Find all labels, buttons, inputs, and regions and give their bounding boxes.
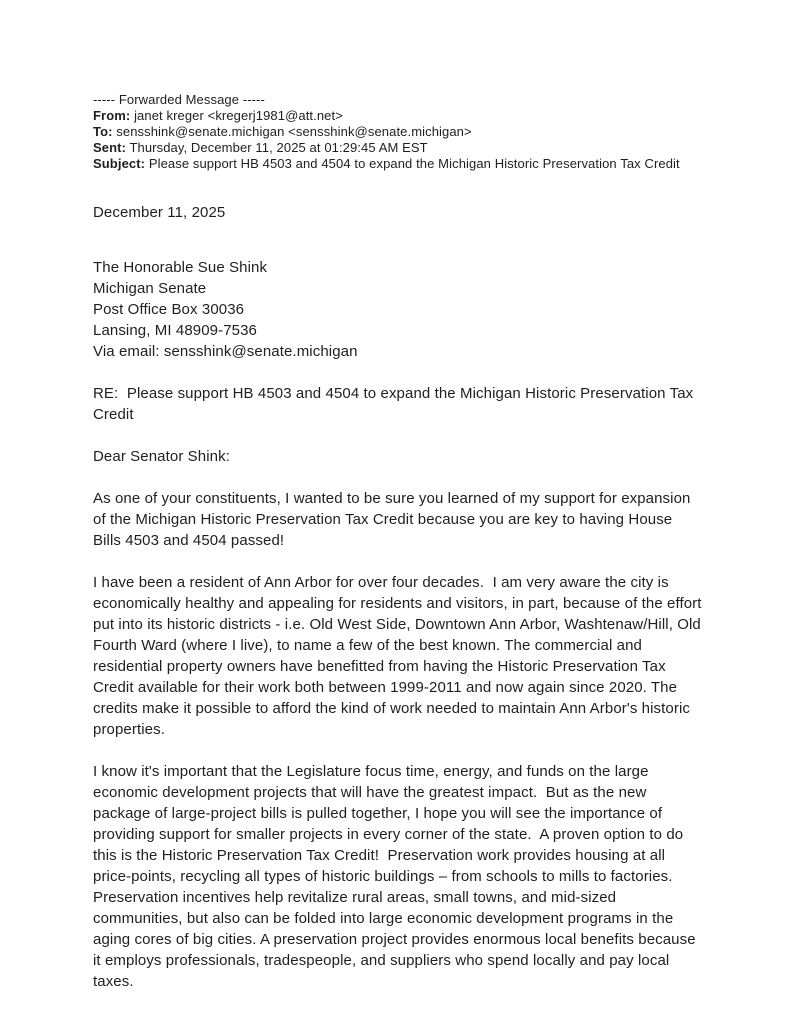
header-field-subject	[93, 156, 703, 172]
to-value: sensshink@senate.michigan <sensshink@senate.michigan>	[116, 124, 472, 139]
body-paragraph-1: As one of your constituents, I wanted to be sure you learned of my support for expansion of the Michigan Historic Preservation Tax Credit because you are key to having House Bills 4503 and 4504 passed!	[93, 490, 695, 549]
from-label: From:	[93, 108, 131, 123]
subject-label: Subject:	[93, 156, 146, 171]
recipient-address-block	[93, 257, 703, 362]
header-field-from	[93, 108, 703, 124]
body-paragraph-2: I have been a resident of Ann Arbor for over four decades. I am very aware the city is economically healthy and appealing for residents and visitors, in part, because of the effort put into its historic districts - i.e. Old West Side, Downtown Ann Arbor, Washtenaw/Hill, Old Fourth Ward (where I live), to name a few of the best known. The commercial and residential property owners have benefitted from having the Historic Preservation Tax Credit available for their work both between 1999-2011 and now again since 2020. The credits make it possible to afford the kind of work needed to maintain Ann Arbor's historic properties.	[93, 574, 706, 738]
forwarded-email-header	[93, 92, 703, 172]
from-value: janet kreger <kregerj1981@att.net>	[134, 108, 343, 123]
recipient-po-box: Post Office Box 30036	[93, 301, 245, 318]
recipient-city-state-zip: Lansing, MI 48909-7536	[93, 322, 257, 339]
letter-body	[93, 202, 706, 992]
forwarded-message-separator: ----- Forwarded Message -----	[93, 92, 265, 107]
recipient-via-email: Via email: sensshink@senate.michigan	[93, 343, 358, 360]
recipient-org: Michigan Senate	[93, 280, 207, 297]
re-subject-line: RE: Please support HB 4503 and 4504 to expand the Michigan Historic Preservation Tax Credit	[93, 385, 698, 423]
sent-label: Sent:	[93, 140, 126, 155]
letter-date: December 11, 2025	[93, 204, 226, 221]
salutation: Dear Senator Shink:	[93, 448, 230, 465]
sent-value: Thursday, December 11, 2025 at 01:29:45 AM EST	[129, 140, 428, 155]
recipient-name: The Honorable Sue Shink	[93, 259, 268, 276]
subject-value: Please support HB 4503 and 4504 to expand the Michigan Historic Preservation Tax Credit	[148, 156, 680, 171]
body-paragraph-3: I know it's important that the Legislature focus time, energy, and funds on the large economic development projects that will have the greatest impact. But as the new package of large-project bills is pulled together, I hope you will see the importance of providing support for smaller projects in every corner of the state. A proven option to do this is the Historic Preservation Tax Credit! Preservation work provides housing at all price-points, recycling all types of historic buildings – from schools to mills to factories. Preservation incentives help revitalize rural areas, small towns, and mid-sized communities, but also can be folded into large economic development programs in the aging cores of big cities. A preservation project provides enormous local benefits because it employs professionals, tradespeople, and suppliers who spend locally and pay local taxes.	[93, 763, 700, 990]
header-field-sent	[93, 140, 703, 156]
header-field-to	[93, 124, 703, 140]
to-label: To:	[93, 124, 113, 139]
